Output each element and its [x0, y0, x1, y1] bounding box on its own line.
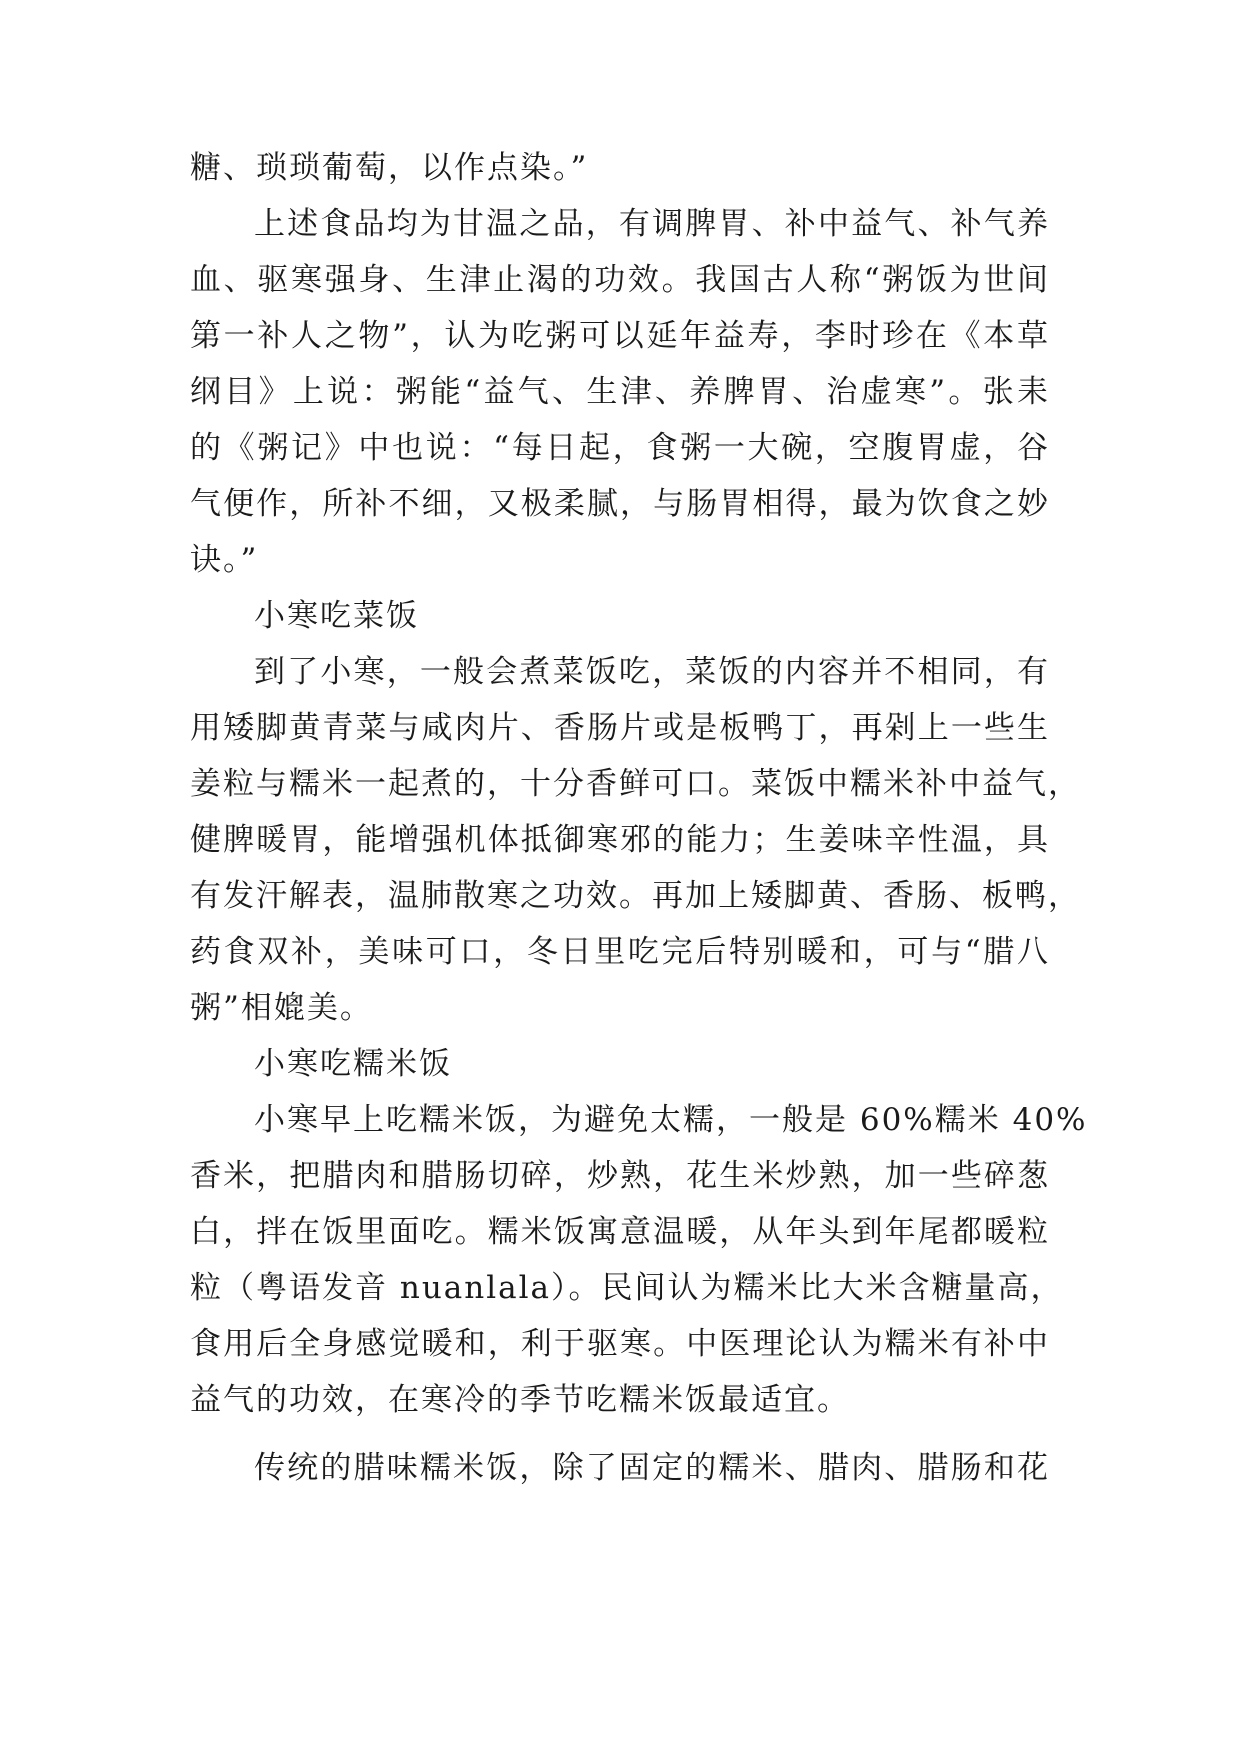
paragraph-first-line: 上述食品均为甘温之品，有调脾胃、补中益气、补气养	[254, 206, 1050, 242]
text-line: 诀。”	[190, 542, 259, 578]
text-line: 白，拌在饭里面吃。糯米饭寓意温暖，从年头到年尾都暖粒	[190, 1214, 1050, 1250]
text-line: 用矮脚黄青菜与咸肉片、香肠片或是板鸭丁，再剁上一些生	[190, 710, 1050, 746]
text-line: 益气的功效，在寒冷的季节吃糯米饭最适宜。	[190, 1382, 850, 1418]
text-line: 的《粥记》中也说：“每日起，食粥一大碗，空腹胃虚，谷	[190, 430, 1050, 466]
text-line: 第一补人之物”，认为吃粥可以延年益寿，李时珍在《本草	[190, 318, 1050, 354]
section-heading: 小寒吃菜饭	[254, 598, 419, 634]
paragraph-first-line: 传统的腊味糯米饭，除了固定的糯米、腊肉、腊肠和花	[254, 1450, 1050, 1486]
text-line: 糖、琐琐葡萄，以作点染。”	[190, 150, 589, 186]
text-line: 食用后全身感觉暖和，利于驱寒。中医理论认为糯米有补中	[190, 1326, 1050, 1362]
text-line: 纲目》上说：粥能“益气、生津、养脾胃、治虚寒”。张耒	[190, 374, 1050, 410]
text-line: 粒（粤语发音 nuanlala）。民间认为糯米比大米含糖量高，	[190, 1270, 1064, 1306]
text-line: 粥”相媲美。	[190, 990, 373, 1026]
text-line: 气便作，所补不细，又极柔腻，与肠胃相得，最为饮食之妙	[190, 486, 1050, 522]
section-heading: 小寒吃糯米饭	[254, 1046, 452, 1082]
text-line: 香米，把腊肉和腊肠切碎，炒熟，花生米炒熟，加一些碎葱	[190, 1158, 1050, 1194]
text-line: 有发汗解表，温肺散寒之功效。再加上矮脚黄、香肠、板鸭，	[190, 878, 1081, 914]
text-line: 药食双补，美味可口，冬日里吃完后特别暖和，可与“腊八	[190, 934, 1050, 970]
text-line: 姜粒与糯米一起煮的，十分香鲜可口。菜饭中糯米补中益气，	[190, 766, 1081, 802]
paragraph-first-line: 小寒早上吃糯米饭，为避免太糯，一般是 60%糯米 40%	[254, 1102, 1088, 1138]
text-line: 健脾暖胃，能增强机体抵御寒邪的能力；生姜味辛性温，具	[190, 822, 1050, 858]
paragraph-first-line: 到了小寒，一般会煮菜饭吃，菜饭的内容并不相同，有	[254, 654, 1050, 690]
text-line: 血、驱寒强身、生津止渴的功效。我国古人称“粥饭为世间	[190, 262, 1050, 298]
